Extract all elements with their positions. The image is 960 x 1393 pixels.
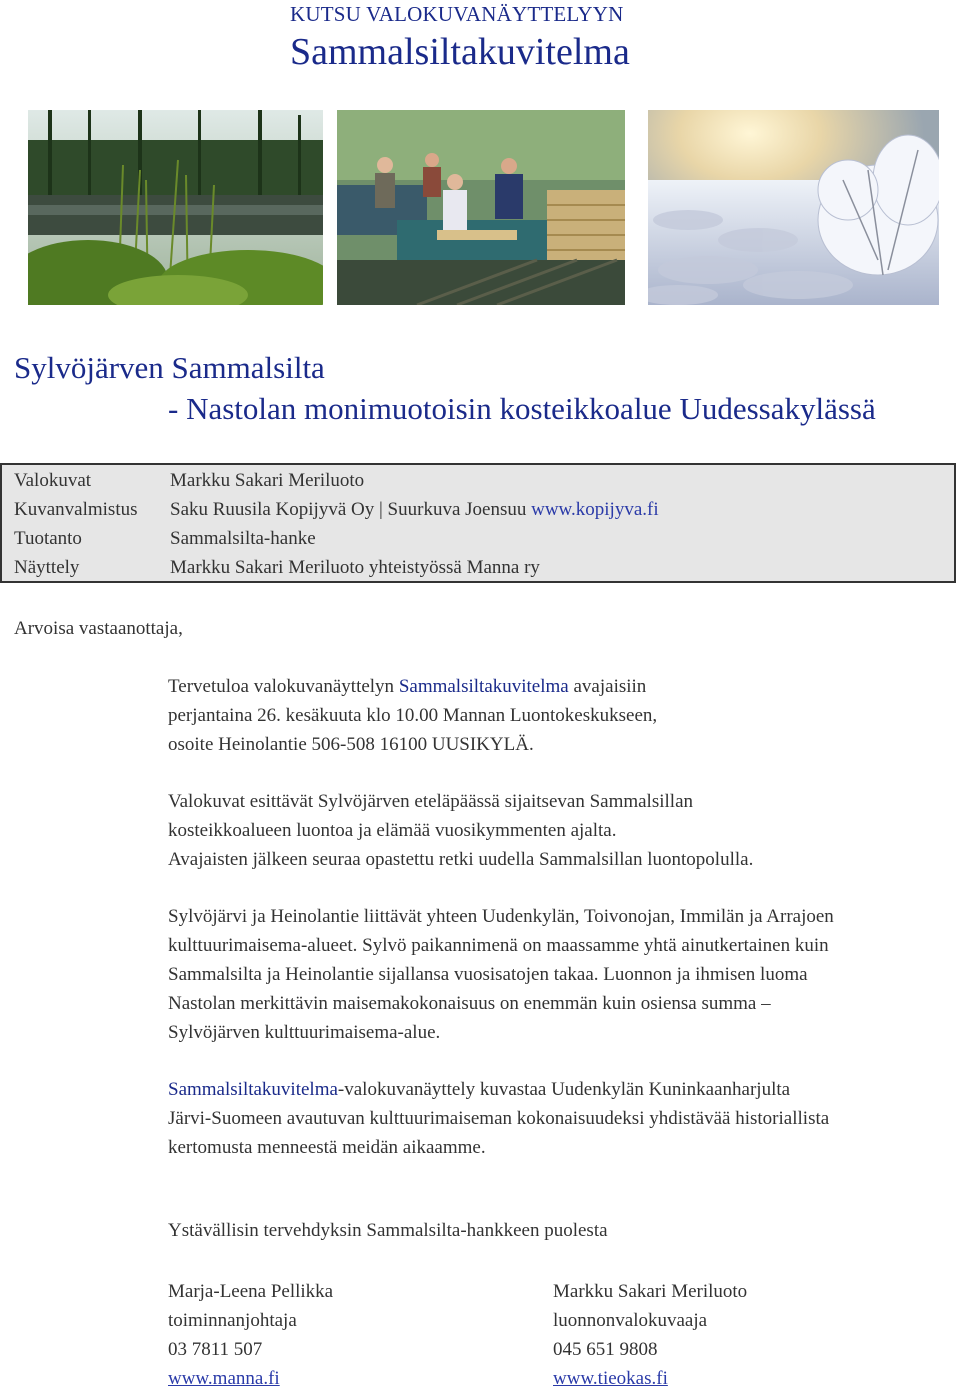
invitation-kicker: KUTSU VALOKUVANÄYTTELYYN	[290, 2, 624, 26]
greeting: Arvoisa vastaanottaja,	[14, 618, 183, 639]
credits-value: Saku Ruusila Kopijyvä Oy | Suurkuva Joensuu	[170, 499, 532, 520]
text: Tervetuloa valokuvanäyttelyn	[168, 676, 399, 697]
text: Sammalsilta ja Heinolantie sijallansa vuosisatojen takaa. Luonnon ja ihmisen luoma	[168, 964, 808, 985]
headline-line-1: Sylvöjärven Sammalsilta	[14, 350, 325, 385]
credits-label: Näyttely	[14, 557, 80, 578]
paragraph-invitation	[168, 672, 948, 759]
signer-name: Markku Sakari Meriluoto	[553, 1281, 748, 1302]
credits-value: Markku Sakari Meriluoto yhteistyössä Manna ry	[170, 557, 540, 578]
text: kertomusta menneestä meidän aikaamme.	[168, 1137, 486, 1158]
signature-block-2	[553, 1277, 747, 1393]
paragraph-photos	[168, 787, 948, 874]
credits-label: Tuotanto	[14, 528, 82, 549]
signature-block-1	[168, 1277, 333, 1393]
text: kosteikkoalueen luontoa ja elämää vuosikymmenten ajalta.	[168, 820, 617, 841]
text: Järvi-Suomeen avautuvan kulttuurimaiseman kokonaisuudeksi yhdistävää historiallista	[168, 1108, 830, 1129]
signer-phone: 03 7811 507	[168, 1339, 263, 1360]
text: Avajaisten jälkeen seuraa opastettu retki uudella Sammalsillan luontopolulla.	[168, 849, 754, 870]
paragraph-exhibition	[168, 1075, 948, 1162]
exhibition-title: Sammalsiltakuvitelma	[290, 31, 630, 73]
headline-line-2: - Nastolan monimuotoisin kosteikkoalue Uudessakylässä	[168, 391, 876, 426]
text: Nastolan merkittävin maisemakokonaisuus on enemmän kuin osiensa summa –	[168, 993, 771, 1014]
kopijyva-link[interactable]: www.kopijyva.fi	[531, 499, 659, 520]
text: osoite Heinolantie 506-508 16100 UUSIKYLÄ.	[168, 734, 534, 755]
text: Sylvöjärven kulttuurimaisema-alue.	[168, 1022, 441, 1043]
text: Sylvöjärvi ja Heinolantie liittävät yhteen Uudenkylän, Toivonojan, Immilän ja Arrajoen	[168, 906, 834, 927]
text: kulttuurimaisema-alueet. Sylvö paikannimenä on maassamme yhtä ainutkertainen kuin	[168, 935, 829, 956]
text: avajaisiin	[568, 676, 647, 697]
sawmill-workers-photo	[337, 110, 625, 305]
signer-website-link[interactable]: www.tieokas.fi	[553, 1368, 668, 1389]
text: perjantaina 26. kesäkuuta klo 10.00 Mannan Luontokeskukseen,	[168, 705, 658, 726]
credits-label: Valokuvat	[14, 470, 92, 491]
credits-box	[0, 463, 956, 583]
closing-line: Ystävällisin tervehdyksin Sammalsilta-hankkeen puolesta	[168, 1220, 608, 1241]
snowy-winter-photo	[648, 110, 939, 305]
credits-value: Markku Sakari Meriluoto	[170, 470, 365, 491]
credits-value: Sammalsilta-hanke	[170, 528, 316, 549]
credits-label: Kuvanvalmistus	[14, 499, 138, 520]
text: Valokuvat esittävät Sylvöjärven eteläpäässä sijaitsevan Sammalsillan	[168, 791, 693, 812]
text: -valokuvanäyttely kuvastaa Uudenkylän Kuninkaanharjulta	[337, 1079, 791, 1100]
signer-title: luonnonvalokuvaaja	[553, 1310, 708, 1331]
paragraph-landscape	[168, 902, 948, 1047]
wetland-lake-photo	[28, 110, 323, 305]
exhibition-name-highlight: Sammalsiltakuvitelma	[168, 1079, 338, 1100]
signer-website-link[interactable]: www.manna.fi	[168, 1368, 280, 1389]
signer-phone: 045 651 9808	[553, 1339, 658, 1360]
exhibition-name-highlight: Sammalsiltakuvitelma	[398, 676, 569, 697]
signer-title: toiminnanjohtaja	[168, 1310, 297, 1331]
credits-value-with-link	[170, 499, 659, 521]
signer-name: Marja-Leena Pellikka	[168, 1281, 334, 1302]
